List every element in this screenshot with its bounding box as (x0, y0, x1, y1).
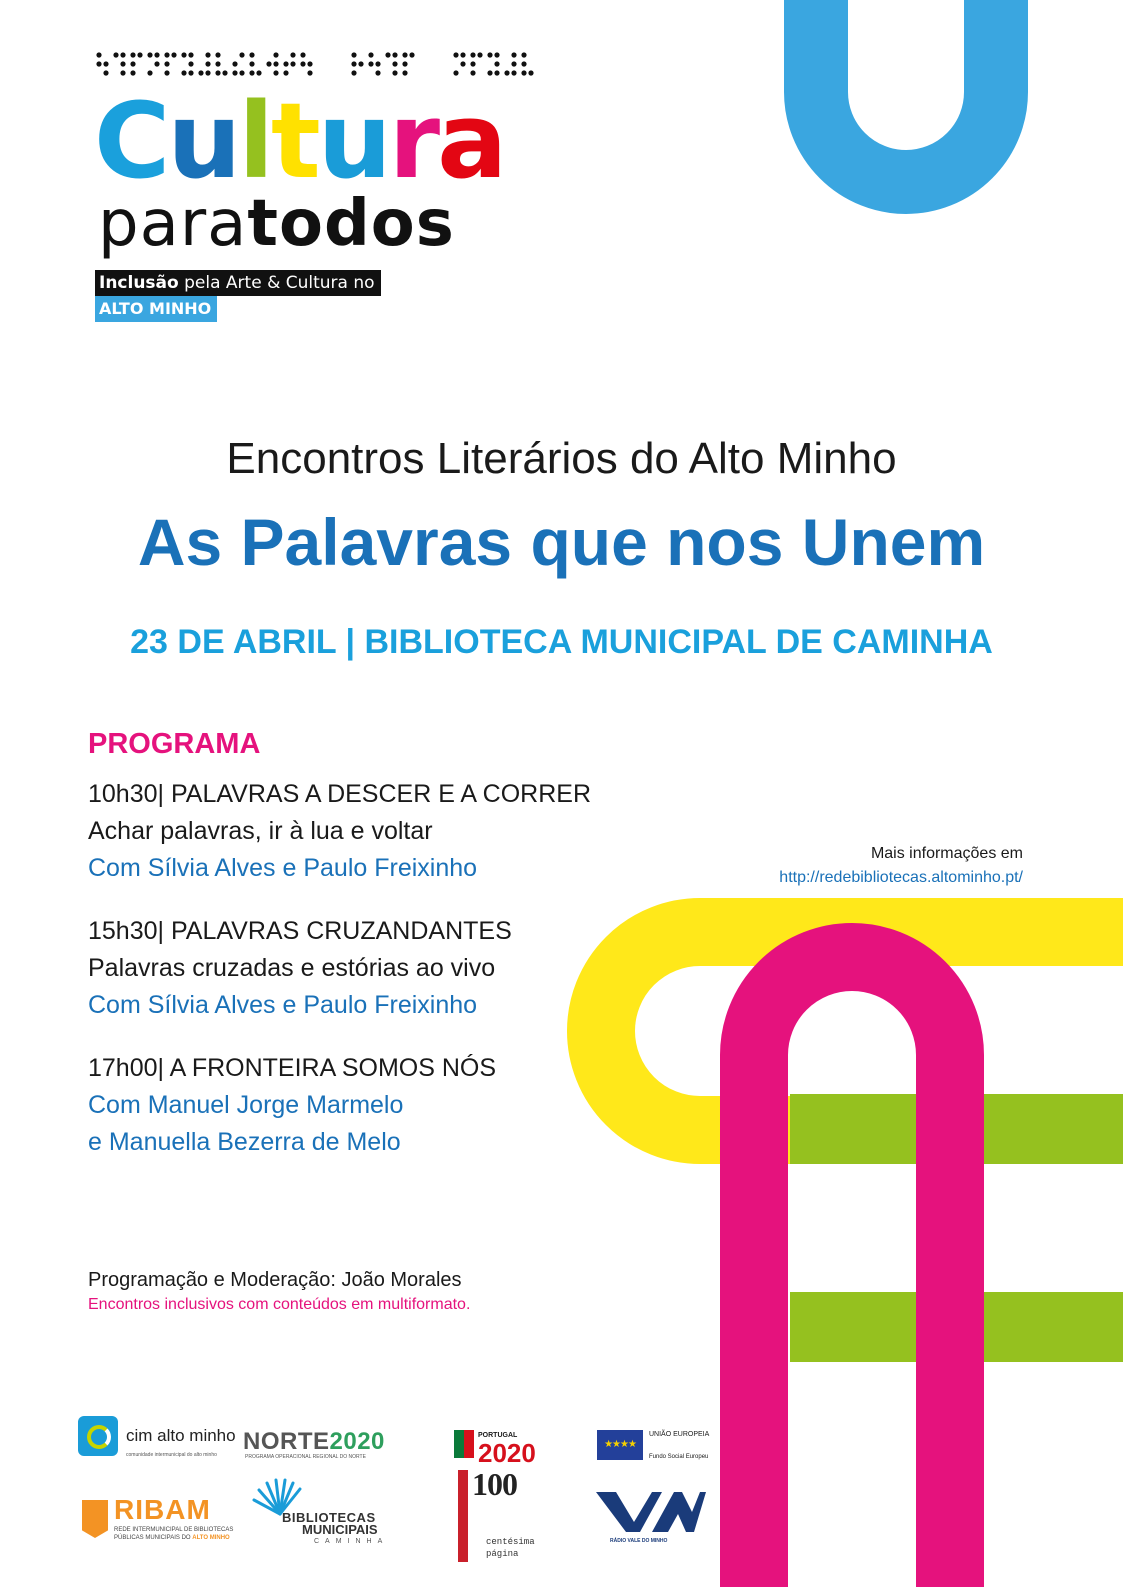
tagline-bold: Inclusão (99, 273, 179, 293)
braille-dot (266, 61, 271, 66)
cim-icon (78, 1416, 118, 1456)
program-item (88, 913, 708, 1024)
braille-dot (164, 70, 169, 75)
program-item-speakers: Com Sílvia Alves e Paulo Freixinho (88, 991, 478, 1019)
braille-dot (283, 61, 288, 66)
braille-dot (249, 61, 254, 66)
cim-alto-minho-logo (78, 1416, 236, 1456)
braille-dot (528, 70, 533, 75)
braille-dot (351, 70, 356, 75)
ribam-title: RIBAM (114, 1494, 211, 1525)
logo-letter: a (437, 80, 505, 202)
braille-dot (368, 52, 373, 57)
braille-dot (130, 52, 135, 57)
logo-paratodos (98, 186, 455, 262)
braille-dot (96, 52, 101, 57)
norte-year: 2020 (329, 1428, 385, 1455)
braille-dot (504, 70, 509, 75)
braille-dot (385, 52, 390, 57)
cim-name: cim alto minho (126, 1426, 236, 1445)
logo-letter: t (271, 80, 318, 202)
ribam-logo (82, 1494, 234, 1544)
braille-dot (249, 52, 254, 57)
braille-dot (487, 52, 492, 57)
centesima-word1: centésima (486, 1537, 535, 1547)
braille-dot (154, 52, 159, 57)
logo-todos: todos (247, 187, 455, 261)
norte2020-subtitle: PROGRAMA OPERACIONAL REGIONAL DO NORTE (245, 1454, 366, 1460)
braille-dot (120, 52, 125, 57)
braille-dot (120, 61, 125, 66)
braille-dot (205, 52, 210, 57)
portugal-year: 2020 (478, 1438, 536, 1468)
braille-dot (283, 70, 288, 75)
braille-dot (273, 70, 278, 75)
braille-dot (402, 52, 407, 57)
braille-dot (147, 52, 152, 57)
braille-dot (222, 70, 227, 75)
braille-dot (521, 52, 526, 57)
rvm-name: RÁDIO VALE DO MINHO (610, 1538, 668, 1544)
program-heading: PROGRAMA (88, 728, 261, 760)
program-item-speakers: Com Sílvia Alves e Paulo Freixinho (88, 854, 478, 882)
braille-pattern (95, 50, 535, 80)
braille-dot (470, 70, 475, 75)
centesima-bar (458, 1470, 468, 1562)
braille-dot (188, 52, 193, 57)
braille-dot (130, 61, 135, 66)
program-item (88, 1050, 708, 1161)
program-item-speakers: Com Manuel Jorge Marmelo (88, 1091, 404, 1119)
eu-title: UNIÃO EUROPEIA (649, 1431, 710, 1438)
braille-dot (300, 52, 305, 57)
braille-dot (392, 61, 397, 66)
braille-dot (392, 52, 397, 57)
moderation-credit: Programação e Moderação: João Morales (88, 1269, 462, 1291)
eu-text (649, 1430, 709, 1462)
braille-dot (171, 52, 176, 57)
braille-dot (470, 52, 475, 57)
braille-dot (307, 61, 312, 66)
braille-dot (232, 70, 237, 75)
inclusion-note: Encontros inclusivos com conteúdos em multiformato. (88, 1296, 471, 1313)
braille-dot (120, 70, 125, 75)
logo-letter: l (238, 80, 272, 202)
braille-dot (249, 70, 254, 75)
eu-subtitle: Fundo Social Europeu (649, 1454, 709, 1460)
braille-dot (188, 70, 193, 75)
braille-dot (487, 70, 492, 75)
logo-tagline (95, 270, 381, 296)
green-bar-upper (790, 1094, 1123, 1164)
braille-dot (273, 61, 278, 66)
portugal-label: PORTUGAL (478, 1432, 518, 1439)
centesima-pagina-logo (458, 1466, 538, 1570)
braille-dot (96, 61, 101, 66)
braille-dot (521, 70, 526, 75)
program-item-title: 15h30| PALAVRAS CRUZANDANTES (88, 917, 512, 945)
braille-dot (181, 70, 186, 75)
green-bar-lower (790, 1292, 1123, 1362)
braille-dot (453, 52, 458, 57)
eu-flag-icon: ★★★★ (597, 1430, 643, 1460)
braille-dot (375, 61, 380, 66)
braille-dot (239, 52, 244, 57)
braille-dot (351, 61, 356, 66)
portugal-flag-icon (454, 1430, 474, 1458)
braille-dot (368, 61, 373, 66)
braille-dot (205, 70, 210, 75)
ribam-sub-text: REDE INTERMUNICIPAL DE BIBLIOTECAS PÚBLICAS MUNICIPAIS DO (114, 1527, 234, 1541)
logo-cultura (94, 80, 505, 202)
program-item-desc: Palavras cruzadas e estórias ao vivo (88, 954, 496, 982)
rvm-mark-icon (596, 1488, 706, 1536)
portugal2020-logo (454, 1430, 536, 1468)
braille-dot (103, 61, 108, 66)
centesima-word2: página (486, 1549, 519, 1559)
braille-dot (273, 52, 278, 57)
program-section (88, 724, 708, 1187)
more-info (779, 842, 1023, 890)
norte2020-logo (243, 1428, 385, 1456)
braille-dot (137, 52, 142, 57)
bibliotecas-line2: MUNICIPAIS (302, 1522, 378, 1537)
braille-dot (521, 61, 526, 66)
logo-region: ALTO MINHO (95, 296, 217, 322)
braille-dot (232, 61, 237, 66)
braille-dot (103, 70, 108, 75)
logo-para: para (98, 187, 248, 261)
ribam-book-icon (82, 1496, 110, 1544)
braille-dot (290, 61, 295, 66)
braille-dot (215, 61, 220, 66)
braille-dot (205, 61, 210, 66)
braille-dot (154, 61, 159, 66)
braille-dot (147, 70, 152, 75)
braille-dot (409, 52, 414, 57)
braille-dot (300, 61, 305, 66)
braille-dot (358, 61, 363, 66)
logo-letter: u (167, 80, 239, 202)
braille-dot (164, 61, 169, 66)
blue-u-shape (816, 0, 996, 182)
program-item-title: 10h30| PALAVRAS A DESCER E A CORRER (88, 780, 592, 808)
event-series-title: Encontros Literários do Alto Minho (226, 434, 897, 483)
centesima-number: 100 (472, 1466, 517, 1502)
braille-dot (511, 52, 516, 57)
program-item-desc: Achar palavras, ir à lua e voltar (88, 817, 433, 845)
eu-logo (597, 1430, 709, 1462)
centesima-text (486, 1536, 535, 1560)
braille-dot (402, 61, 407, 66)
braille-dot (453, 70, 458, 75)
braille-dot (188, 61, 193, 66)
ribam-subtitle (114, 1526, 234, 1542)
logo-letter: C (94, 80, 168, 202)
braille-dot (402, 70, 407, 75)
credits (88, 1266, 470, 1316)
braille-dot (307, 70, 312, 75)
bibliotecas-line1: BIBLIOTECAS (282, 1510, 376, 1525)
bibliotecas-line3: CAMINHA (314, 1538, 389, 1545)
braille-dot (130, 70, 135, 75)
braille-dot (256, 70, 261, 75)
ribam-region: ALTO MINHO (192, 1535, 230, 1541)
braille-dot (351, 52, 356, 57)
program-item-speakers: e Manuella Bezerra de Melo (88, 1128, 401, 1156)
program-item (88, 776, 708, 887)
braille-dot (511, 61, 516, 66)
braille-dot (470, 61, 475, 66)
braille-dot (375, 70, 380, 75)
more-info-label: Mais informações em (870, 845, 1023, 862)
braille-dot (113, 52, 118, 57)
braille-dot (494, 52, 499, 57)
logo-letter: u (317, 80, 389, 202)
braille-dot (290, 52, 295, 57)
braille-dot (460, 61, 465, 66)
event-dateline: 23 DE ABRIL | BIBLIOTECA MUNICIPAL DE CAMINHA (130, 623, 993, 661)
event-title: As Palavras que nos Unem (137, 505, 986, 579)
more-info-link[interactable]: http://redebibliotecas.altominho.pt/ (779, 869, 1023, 886)
braille-dot (494, 70, 499, 75)
braille-dot (511, 70, 516, 75)
logo-letter: r (388, 80, 438, 202)
braille-dot (460, 52, 465, 57)
braille-dot (198, 70, 203, 75)
braille-dot (215, 70, 220, 75)
norte-text: NORTE (243, 1428, 330, 1455)
magenta-arch-shape (754, 957, 950, 1587)
braille-dot (392, 70, 397, 75)
braille-dot (477, 52, 482, 57)
braille-dot (239, 70, 244, 75)
radio-vale-minho-logo (596, 1488, 706, 1548)
braille-dot (215, 52, 220, 57)
tagline-rest: pela Arte & Cultura no (178, 273, 375, 293)
braille-dot (181, 52, 186, 57)
cim-subtitle: comunidade intermunicipal do alto minho (126, 1452, 217, 1458)
program-item-title: 17h00| A FRONTEIRA SOMOS NÓS (88, 1054, 497, 1082)
braille-dot (164, 52, 169, 57)
braille-dot (494, 61, 499, 66)
